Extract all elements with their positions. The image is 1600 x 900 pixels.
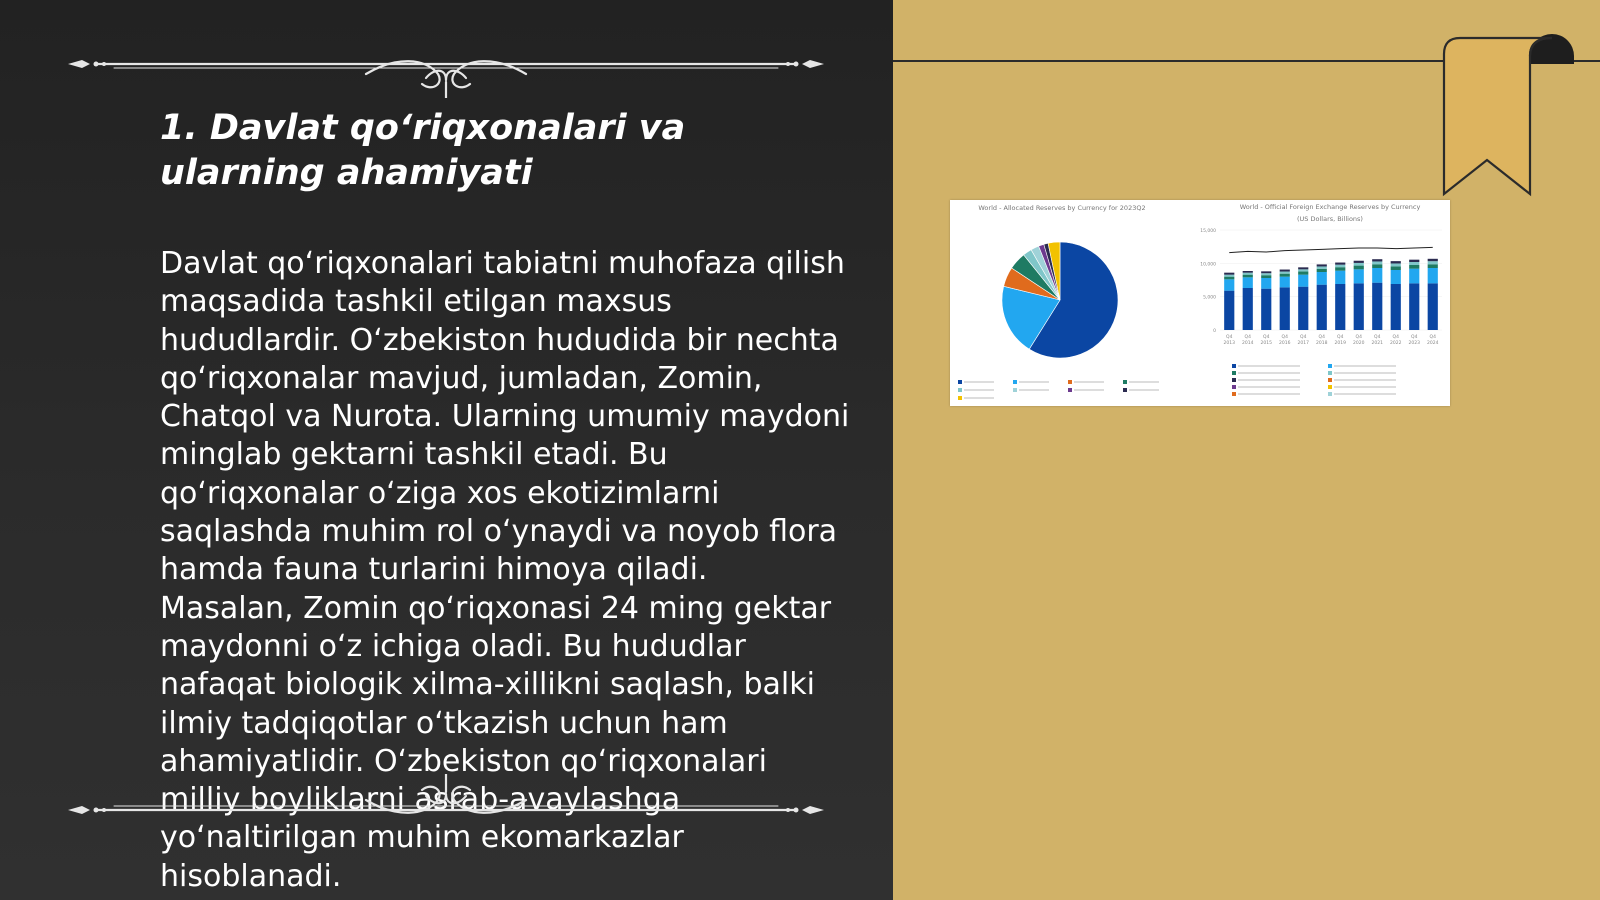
bar-segment (1224, 291, 1234, 330)
bar-segment (1261, 273, 1271, 275)
x-tick-label: Q4 (1374, 335, 1381, 340)
bar-segment (1261, 278, 1271, 289)
bar-segment (1409, 283, 1419, 330)
legend-swatch (1328, 364, 1332, 368)
x-tick-label: 2021 (1371, 341, 1383, 346)
bar-segment (1428, 264, 1438, 268)
bar-segment (1261, 275, 1271, 278)
bar-segment (1298, 267, 1308, 269)
y-tick-label: 15,000 (1200, 229, 1216, 234)
x-tick-label: Q4 (1244, 335, 1251, 340)
x-tick-label: Q4 (1300, 335, 1307, 340)
bar-segment (1298, 269, 1308, 271)
x-tick-label: 2018 (1316, 341, 1328, 346)
bar-segment (1372, 268, 1382, 283)
legend-label-placeholder (1129, 389, 1159, 391)
bar-segment (1354, 263, 1364, 266)
bar-segment (1335, 271, 1345, 284)
legend-label-placeholder (1238, 386, 1300, 388)
legend-swatch (1232, 378, 1236, 382)
bar-segment (1224, 279, 1234, 290)
bar-segment (1261, 271, 1271, 273)
legend-swatch (1328, 378, 1332, 382)
bar-segment (1298, 287, 1308, 330)
legend-swatch (1013, 388, 1017, 392)
legend-swatch (1232, 371, 1236, 375)
x-tick-label: Q4 (1392, 335, 1399, 340)
bar-segment (1391, 261, 1401, 263)
legend-label-placeholder (1238, 372, 1300, 374)
legend-label-placeholder (964, 389, 994, 391)
bar-segment (1428, 268, 1438, 283)
legend-label-placeholder (1074, 389, 1104, 391)
legend-label-placeholder (1334, 379, 1396, 381)
x-tick-label: Q4 (1411, 335, 1418, 340)
legend-swatch (1232, 392, 1236, 396)
bar-segment (1280, 270, 1290, 272)
legend-swatch (1328, 371, 1332, 375)
bar-segment (1280, 277, 1290, 288)
bar-chart-title-line2: (US Dollars, Billions) (1297, 215, 1363, 223)
reserves-chart-figure (950, 200, 1450, 406)
bar-segment (1317, 272, 1327, 285)
legend-swatch (1013, 380, 1017, 384)
bar-segment (1335, 265, 1345, 268)
bar-segment (1243, 288, 1253, 330)
bar-segment (1354, 261, 1364, 263)
bar-segment (1317, 285, 1327, 330)
bar-segment (1372, 259, 1382, 261)
bar-segment (1428, 283, 1438, 330)
bar-segment (1224, 273, 1234, 275)
x-tick-label: 2013 (1223, 341, 1235, 346)
ribbon-bookmark-icon (1430, 34, 1600, 200)
bar-segment (1409, 262, 1419, 265)
bar-segment (1409, 260, 1419, 262)
bar-segment (1409, 265, 1419, 269)
legend-label-placeholder (1334, 386, 1396, 388)
bar-segment (1243, 271, 1253, 273)
x-tick-label: Q4 (1337, 335, 1344, 340)
bar-segment (1317, 269, 1327, 272)
x-tick-label: Q4 (1281, 335, 1288, 340)
x-tick-label: Q4 (1318, 335, 1325, 340)
bar-segment (1354, 269, 1364, 283)
legend-swatch (1232, 364, 1236, 368)
bar-segment (1317, 266, 1327, 268)
legend-swatch (1328, 392, 1332, 396)
bar-segment (1391, 263, 1401, 266)
slide-title: 1. Davlat qo‘riqxonalari va ularning ahamiyati (160, 108, 686, 193)
bar-segment (1391, 266, 1401, 270)
x-tick-label: Q4 (1263, 335, 1270, 340)
legend-swatch (958, 396, 962, 400)
x-tick-label: 2015 (1260, 341, 1272, 346)
y-tick-label: 5,000 (1203, 295, 1216, 301)
bar-segment (1280, 272, 1290, 274)
flourish-divider-bottom (66, 774, 826, 834)
bar-segment (1261, 289, 1271, 330)
legend-swatch (1123, 388, 1127, 392)
legend-swatch (1123, 380, 1127, 384)
bar-segment (1335, 284, 1345, 330)
x-tick-label: 2022 (1390, 341, 1402, 346)
x-tick-label: 2014 (1242, 341, 1254, 346)
legend-swatch (1068, 380, 1072, 384)
bar-segment (1372, 264, 1382, 268)
x-tick-label: 2023 (1408, 341, 1420, 346)
bar-segment (1391, 270, 1401, 284)
bar-segment (1409, 269, 1419, 284)
bar-segment (1428, 261, 1438, 264)
legend-label-placeholder (1334, 372, 1396, 374)
legend-label-placeholder (1334, 393, 1396, 395)
bar-segment (1372, 283, 1382, 330)
bar-segment (1391, 284, 1401, 330)
bar-segment (1280, 287, 1290, 330)
bar-segment (1243, 273, 1253, 275)
x-tick-label: 2016 (1279, 341, 1291, 346)
bar-segment (1372, 261, 1382, 264)
x-tick-label: Q4 (1226, 335, 1233, 340)
bar-segment (1317, 264, 1327, 266)
legend-label-placeholder (964, 381, 994, 383)
legend-swatch (1328, 385, 1332, 389)
legend-label-placeholder (1238, 365, 1300, 367)
slide-body-text: Davlat qo‘riqxonalari tabiatni muhofaza qilish maqsadida tashkil etilgan maxsus hududlardir. O‘zbekiston hududida bir nechta qo‘riqxonalar mavjud, jumladan, Zomin, Chatqol va Nurota. Ularning umumiy maydoni minglab gektarni tashkil etadi. Bu qo‘riqxonalar o‘ziga xos ekotizimlarni saqlashda muhim rol o‘ynaydi va noyob flora hamda fauna turlarini himoya qiladi. Masalan, Zomin qo‘riqxonasi 24 ming gektar maydonni o‘z ichiga oladi. Bu hududlar nafaqat biologik xilma-xillikni saqlash, balki ilmiy tadqiqotlar o‘tkazish uchun ham ahamiyatlidir. O‘zbekiston qo‘riqxonalari milliy boyliklarni asrab-avaylashga yo‘naltirilgan muhim ekomarkazlar hisoblanadi. (160, 246, 850, 894)
bar-segment (1298, 272, 1308, 275)
legend-swatch (958, 380, 962, 384)
legend-label-placeholder (1238, 379, 1300, 381)
legend-label-placeholder (964, 397, 994, 399)
legend-swatch (958, 388, 962, 392)
bar-segment (1354, 266, 1364, 270)
bar-segment (1280, 274, 1290, 277)
x-tick-label: Q4 (1429, 335, 1436, 340)
bar-segment (1243, 275, 1253, 278)
y-tick-label: 10,000 (1200, 262, 1216, 268)
bar-segment (1335, 267, 1345, 270)
x-tick-label: 2024 (1427, 341, 1439, 346)
total-line (1229, 247, 1433, 252)
legend-label-placeholder (1129, 381, 1159, 383)
pie-chart-title: World - Allocated Reserves by Currency for 2023Q2 (978, 204, 1146, 212)
bar-segment (1224, 275, 1234, 277)
bar-chart-title-line1: World - Official Foreign Exchange Reserves by Currency (1239, 203, 1421, 211)
x-tick-label: 2020 (1353, 341, 1365, 346)
bar-segment (1298, 275, 1308, 287)
legend-swatch (1232, 385, 1236, 389)
flourish-divider-top (66, 38, 826, 98)
legend-label-placeholder (1019, 381, 1049, 383)
bar-segment (1335, 263, 1345, 265)
legend-label-placeholder (1238, 393, 1300, 395)
x-tick-label: 2019 (1334, 341, 1346, 346)
x-tick-label: Q4 (1355, 335, 1362, 340)
bar-segment (1428, 259, 1438, 261)
legend-swatch (1068, 388, 1072, 392)
legend-label-placeholder (1334, 365, 1396, 367)
bar-segment (1354, 283, 1364, 330)
legend-label-placeholder (1019, 389, 1049, 391)
bar-segment (1224, 277, 1234, 280)
x-tick-label: 2017 (1297, 341, 1309, 346)
legend-label-placeholder (1074, 381, 1104, 383)
bar-segment (1243, 277, 1253, 288)
y-tick-label: 0 (1213, 329, 1216, 334)
chart-legend (958, 364, 1396, 400)
